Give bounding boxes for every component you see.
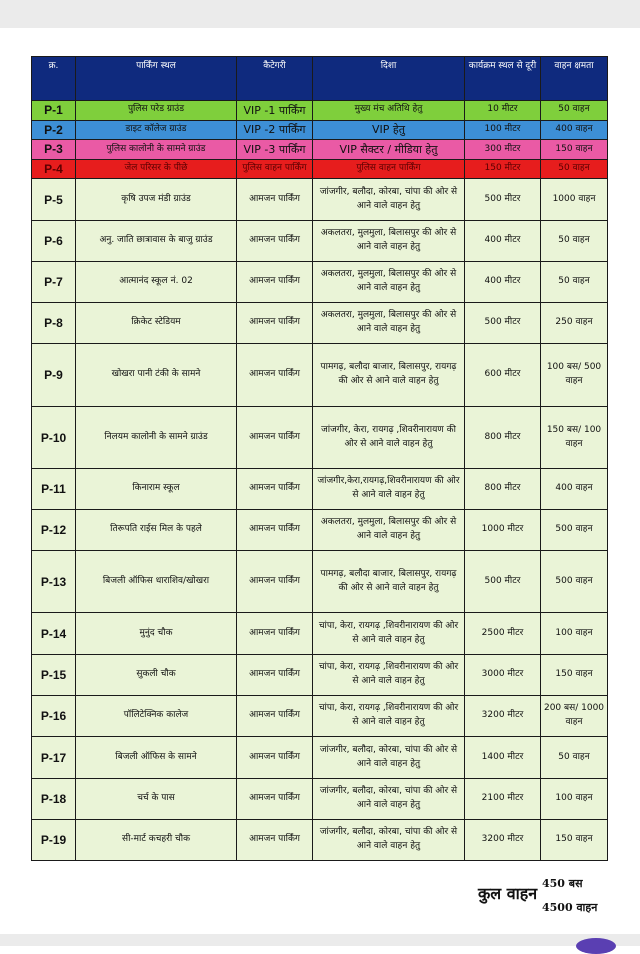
table-row bbox=[32, 820, 608, 861]
row-place: निलयम कालोनी के सामने ग्राउंड bbox=[76, 407, 237, 469]
row-direction: चांपा, केरा, रायगढ़ ,शिवरीनारायण की ओर से आने वाले वाहन हेतु bbox=[313, 613, 465, 655]
top-margin-strip bbox=[0, 0, 640, 28]
row-distance: 3200 मीटर bbox=[465, 696, 541, 737]
row-distance: 400 मीटर bbox=[465, 221, 541, 262]
row-place: सी-मार्ट कचहरी चौक bbox=[76, 820, 237, 861]
table-row bbox=[32, 221, 608, 262]
table-row bbox=[32, 469, 608, 510]
row-capacity: 400 वाहन bbox=[541, 469, 608, 510]
row-place: जेल परिसर के पीछे bbox=[76, 159, 237, 179]
row-direction: जांजगीर, बलौदा, कोरबा, चांपा की ओर से आने वाले वाहन हेतु bbox=[313, 820, 465, 861]
row-category: आमजन पार्किंग bbox=[237, 820, 313, 861]
table-row bbox=[32, 696, 608, 737]
total-buses: 450 बस bbox=[542, 877, 583, 890]
row-direction: मुख्य मंच अतिथि हेतु bbox=[313, 101, 465, 121]
row-distance: 150 मीटर bbox=[465, 159, 541, 179]
row-place: पुलिस परेड ग्राउंड bbox=[76, 101, 237, 121]
table-row bbox=[32, 551, 608, 613]
row-distance: 500 मीटर bbox=[465, 551, 541, 613]
table-row bbox=[32, 737, 608, 779]
row-capacity: 50 वाहन bbox=[541, 101, 608, 121]
header-row bbox=[32, 57, 608, 101]
row-capacity: 250 वाहन bbox=[541, 303, 608, 344]
row-category: आमजन पार्किंग bbox=[237, 510, 313, 551]
row-category: आमजन पार्किंग bbox=[237, 737, 313, 779]
row-category: VIP -3 पार्किंग bbox=[237, 140, 313, 160]
row-capacity: 100 वाहन bbox=[541, 779, 608, 820]
row-distance: 100 मीटर bbox=[465, 120, 541, 140]
row-category: आमजन पार्किंग bbox=[237, 262, 313, 303]
row-direction: जांजगीर,केरा,रायगढ़,शिवरीनारायण की ओर से आने वाले वाहन हेतु bbox=[313, 469, 465, 510]
row-distance: 500 मीटर bbox=[465, 179, 541, 221]
row-place: पॉलिटेक्निक कालेज bbox=[76, 696, 237, 737]
header-distance: कार्यक्रम स्थल से दूरी bbox=[465, 57, 541, 101]
row-distance: 2500 मीटर bbox=[465, 613, 541, 655]
row-category: आमजन पार्किंग bbox=[237, 407, 313, 469]
table-row bbox=[32, 407, 608, 469]
row-direction: जांजगीर, केरा, रायगढ़ ,शिवरीनारायण की ओर से आने वाले वाहन हेतु bbox=[313, 407, 465, 469]
row-direction: अकलतरा, मुलमुला, बिलासपुर की ओर से आने वाले वाहन हेतु bbox=[313, 221, 465, 262]
row-capacity: 50 वाहन bbox=[541, 159, 608, 179]
row-direction: चांपा, केरा, रायगढ़ ,शिवरीनारायण की ओर से आने वाले वाहन हेतु bbox=[313, 655, 465, 696]
row-place: पुलिस कालोनी के सामने ग्राउंड bbox=[76, 140, 237, 160]
table-row bbox=[32, 262, 608, 303]
row-distance: 600 मीटर bbox=[465, 344, 541, 407]
row-distance: 2100 मीटर bbox=[465, 779, 541, 820]
row-category: आमजन पार्किंग bbox=[237, 779, 313, 820]
row-direction: पामगढ़, बलौदा बाजार, बिलासपुर, रायगढ़ की ओर से आने वाले वाहन हेतु bbox=[313, 344, 465, 407]
row-code: P-12 bbox=[32, 510, 76, 551]
table-row bbox=[32, 101, 608, 121]
row-capacity: 400 वाहन bbox=[541, 120, 608, 140]
row-place: अनु. जाति छात्रावास के बाजु ग्राउंड bbox=[76, 221, 237, 262]
row-distance: 800 मीटर bbox=[465, 469, 541, 510]
row-code: P-16 bbox=[32, 696, 76, 737]
row-place: डाइट कॉलेज ग्राउंड bbox=[76, 120, 237, 140]
row-capacity: 1000 वाहन bbox=[541, 179, 608, 221]
row-code: P-6 bbox=[32, 221, 76, 262]
row-place: मुनुंद चौक bbox=[76, 613, 237, 655]
header-direction: दिशा bbox=[313, 57, 465, 101]
row-place: कृषि उपज मंडी ग्राउंड bbox=[76, 179, 237, 221]
row-code: P-10 bbox=[32, 407, 76, 469]
corner-decoration bbox=[576, 938, 616, 954]
header-capacity: वाहन क्षमता bbox=[541, 57, 608, 101]
row-capacity: 50 वाहन bbox=[541, 737, 608, 779]
total-label: कुल वाहन bbox=[478, 884, 538, 903]
row-place: चर्च के पास bbox=[76, 779, 237, 820]
row-place: आत्मानंद स्कूल नं. 02 bbox=[76, 262, 237, 303]
row-direction: जांजगीर, बलौदा, कोरबा, चांपा की ओर से आने वाले वाहन हेतु bbox=[313, 737, 465, 779]
row-direction: पुलिस वाहन पार्किंग bbox=[313, 159, 465, 179]
row-code: P-15 bbox=[32, 655, 76, 696]
header-serial: क्र. bbox=[32, 57, 76, 101]
row-distance: 300 मीटर bbox=[465, 140, 541, 160]
row-capacity: 50 वाहन bbox=[541, 221, 608, 262]
parking-table bbox=[31, 56, 608, 861]
row-direction: VIP सैक्टर / मीडिया हेतु bbox=[313, 140, 465, 160]
row-category: आमजन पार्किंग bbox=[237, 551, 313, 613]
header-place: पार्किंग स्थल bbox=[76, 57, 237, 101]
row-code: P-5 bbox=[32, 179, 76, 221]
row-direction: अकलतरा, मुलमुला, बिलासपुर की ओर से आने वाले वाहन हेतु bbox=[313, 303, 465, 344]
row-direction: चांपा, केरा, रायगढ़ ,शिवरीनारायण की ओर से आने वाले वाहन हेतु bbox=[313, 696, 465, 737]
table-row bbox=[32, 613, 608, 655]
row-distance: 10 मीटर bbox=[465, 101, 541, 121]
row-distance: 1000 मीटर bbox=[465, 510, 541, 551]
row-place: सुकली चौक bbox=[76, 655, 237, 696]
total-summary bbox=[478, 872, 618, 922]
row-category: पुलिस वाहन पार्किंग bbox=[237, 159, 313, 179]
row-category: आमजन पार्किंग bbox=[237, 179, 313, 221]
row-distance: 800 मीटर bbox=[465, 407, 541, 469]
header-category: कैटेगरी bbox=[237, 57, 313, 101]
row-place: तिरूपति राईस मिल के पहले bbox=[76, 510, 237, 551]
row-direction: अकलतरा, मुलमुला, बिलासपुर की ओर से आने वाले वाहन हेतु bbox=[313, 510, 465, 551]
total-vehicles: 4500 वाहन bbox=[542, 901, 598, 914]
row-place: बिजली ऑफिस के सामने bbox=[76, 737, 237, 779]
row-capacity: 150 वाहन bbox=[541, 655, 608, 696]
row-distance: 3200 मीटर bbox=[465, 820, 541, 861]
row-capacity: 150 वाहन bbox=[541, 140, 608, 160]
row-code: P-7 bbox=[32, 262, 76, 303]
row-distance: 400 मीटर bbox=[465, 262, 541, 303]
row-code: P-13 bbox=[32, 551, 76, 613]
row-code: P-4 bbox=[32, 159, 76, 179]
row-direction: अकलतरा, मुलमुला, बिलासपुर की ओर से आने वाले वाहन हेतु bbox=[313, 262, 465, 303]
row-category: आमजन पार्किंग bbox=[237, 655, 313, 696]
table-row bbox=[32, 179, 608, 221]
row-place: क्रिकेट स्टेडियम bbox=[76, 303, 237, 344]
row-category: आमजन पार्किंग bbox=[237, 696, 313, 737]
row-capacity: 100 वाहन bbox=[541, 613, 608, 655]
row-direction: जांजगीर, बलौदा, कोरबा, चांपा की ओर से आने वाले वाहन हेतु bbox=[313, 779, 465, 820]
row-code: P-2 bbox=[32, 120, 76, 140]
row-place: किनाराम स्कूल bbox=[76, 469, 237, 510]
table-row bbox=[32, 510, 608, 551]
table-row bbox=[32, 120, 608, 140]
row-code: P-8 bbox=[32, 303, 76, 344]
table-row bbox=[32, 344, 608, 407]
table-row bbox=[32, 779, 608, 820]
row-category: आमजन पार्किंग bbox=[237, 469, 313, 510]
table-row bbox=[32, 159, 608, 179]
row-distance: 3000 मीटर bbox=[465, 655, 541, 696]
row-direction: पामगढ़, बलौदा बाजार, बिलासपुर, रायगढ़ की ओर से आने वाले वाहन हेतु bbox=[313, 551, 465, 613]
row-capacity: 500 वाहन bbox=[541, 510, 608, 551]
row-code: P-17 bbox=[32, 737, 76, 779]
table-row bbox=[32, 140, 608, 160]
table-row bbox=[32, 303, 608, 344]
row-category: VIP -2 पार्किंग bbox=[237, 120, 313, 140]
row-direction: VIP हेतु bbox=[313, 120, 465, 140]
row-capacity: 50 वाहन bbox=[541, 262, 608, 303]
row-category: VIP -1 पार्किंग bbox=[237, 101, 313, 121]
row-code: P-1 bbox=[32, 101, 76, 121]
row-code: P-3 bbox=[32, 140, 76, 160]
row-capacity: 200 बस/ 1000 वाहन bbox=[541, 696, 608, 737]
row-direction: जांजगीर, बलौदा, कोरबा, चांपा की ओर से आने वाले वाहन हेतु bbox=[313, 179, 465, 221]
row-place: खोखरा पानी टंकी के सामने bbox=[76, 344, 237, 407]
row-place: बिजली ऑफिस धाराशिव/खोखरा bbox=[76, 551, 237, 613]
row-distance: 1400 मीटर bbox=[465, 737, 541, 779]
bottom-margin-strip bbox=[0, 934, 640, 946]
row-code: P-19 bbox=[32, 820, 76, 861]
row-category: आमजन पार्किंग bbox=[237, 221, 313, 262]
row-code: P-9 bbox=[32, 344, 76, 407]
row-category: आमजन पार्किंग bbox=[237, 613, 313, 655]
row-category: आमजन पार्किंग bbox=[237, 344, 313, 407]
row-code: P-18 bbox=[32, 779, 76, 820]
row-code: P-14 bbox=[32, 613, 76, 655]
row-capacity: 500 वाहन bbox=[541, 551, 608, 613]
row-capacity: 150 वाहन bbox=[541, 820, 608, 861]
table-row bbox=[32, 655, 608, 696]
row-code: P-11 bbox=[32, 469, 76, 510]
row-distance: 500 मीटर bbox=[465, 303, 541, 344]
row-capacity: 100 बस/ 500 वाहन bbox=[541, 344, 608, 407]
row-category: आमजन पार्किंग bbox=[237, 303, 313, 344]
row-capacity: 150 बस/ 100 वाहन bbox=[541, 407, 608, 469]
